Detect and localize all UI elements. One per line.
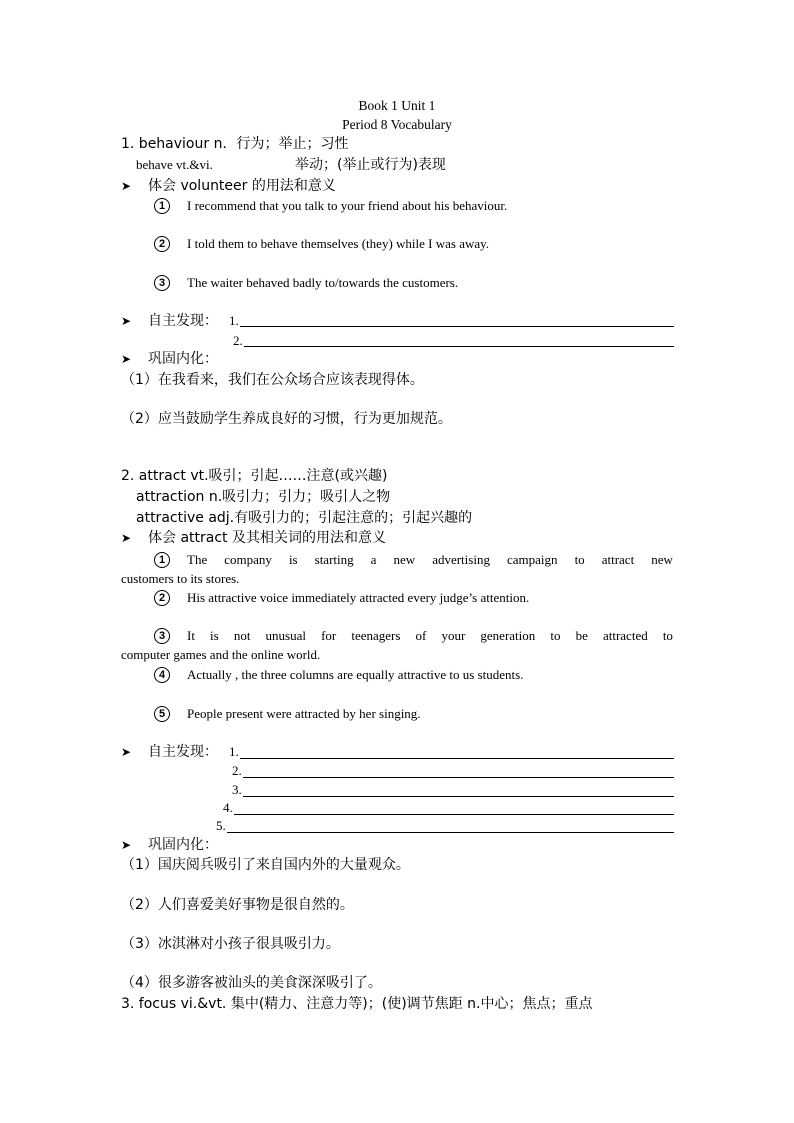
number-circle-icon: 3 <box>154 628 170 644</box>
blank-number: 2. <box>233 333 243 348</box>
title-line-1: Book 1 Unit 1 <box>358 98 436 113</box>
blank-number: 1. <box>229 744 239 759</box>
behave-meaning: 举动；(举止或行为)表现 <box>295 157 446 173</box>
answer-blank[interactable] <box>243 777 674 778</box>
discover-label: 自主发现： <box>148 744 218 760</box>
example-sentence-continuation: customers to its stores. <box>121 571 240 586</box>
blank-number: 2. <box>232 763 242 778</box>
blank-number: 4. <box>223 800 233 815</box>
number-circle-icon: 2 <box>154 236 170 252</box>
number-circle-icon: 1 <box>154 552 170 568</box>
example-sentence-continuation: computer games and the online world. <box>121 647 321 662</box>
example-sentence: His attractive voice immediately attracted every judge’s attention. <box>187 590 530 605</box>
translation-exercise: （4）很多游客被汕头的美食深深吸引了。 <box>121 975 382 991</box>
behave-word-text: behave vt.&vi. <box>136 157 213 172</box>
arrow-bullet-icon: ➤ <box>121 838 132 852</box>
attraction-definition: attraction n.吸引力；引力；吸引人之物 <box>136 489 391 505</box>
section2-heading: 体会 attract 及其相关词的用法和意义 <box>148 530 386 546</box>
example-sentence: The waiter behaved badly to/towards the customers. <box>187 275 459 290</box>
arrow-bullet-icon: ➤ <box>121 179 132 193</box>
number-circle-icon: 3 <box>154 275 170 291</box>
example-sentence: People present were attracted by her singing. <box>187 706 421 721</box>
translation-exercise: （1）在我看来，我们在公众场合应该表现得体。 <box>121 372 424 388</box>
behave-word <box>136 156 213 174</box>
arrow-bullet-icon: ➤ <box>121 314 132 328</box>
behaviour-definition: 1. behaviour n．行为；举止；习性 <box>121 136 349 152</box>
arrow-bullet-icon: ➤ <box>121 745 132 759</box>
focus-definition: 3. focus vi.&vt. 集中(精力、注意力等)；(使)调节焦距 n.中心；焦点；重点 <box>121 996 593 1012</box>
example-sentence: Actually , the three columns are equally attractive to us students. <box>187 667 524 682</box>
consolidate-label: 巩固内化： <box>148 837 218 853</box>
number-circle-icon: 5 <box>154 706 170 722</box>
blank-number: 3. <box>232 782 242 797</box>
blank-number: 5. <box>216 818 226 833</box>
example-sentence: I recommend that you talk to your friend about his behaviour. <box>187 198 508 213</box>
answer-blank[interactable] <box>240 758 674 759</box>
example-sentence: It is not unusual for teenagers of your generation to be attracted to <box>187 628 673 643</box>
example-sentence: The company is starting a new advertising campaign to attract new <box>187 552 673 567</box>
blank-number: 1. <box>229 313 239 328</box>
answer-blank[interactable] <box>243 796 674 797</box>
number-circle-icon: 4 <box>154 667 170 683</box>
discover-label: 自主发现： <box>148 313 218 329</box>
translation-exercise: （1）国庆阅兵吸引了来自国内外的大量观众。 <box>121 857 410 873</box>
example-sentence: I told them to behave themselves (they) while I was away. <box>187 236 490 251</box>
arrow-bullet-icon: ➤ <box>121 352 132 366</box>
answer-blank[interactable] <box>227 832 674 833</box>
attractive-definition: attractive adj.有吸引力的；引起注意的；引起兴趣的 <box>136 510 473 526</box>
attract-definition: 2. attract vt.吸引；引起……注意(或兴趣) <box>121 468 388 484</box>
arrow-bullet-icon: ➤ <box>121 531 132 545</box>
translation-exercise: （3）冰淇淋对小孩子很具吸引力。 <box>121 936 340 952</box>
number-circle-icon: 2 <box>154 590 170 606</box>
answer-blank[interactable] <box>244 346 674 347</box>
section1-heading: 体会 volunteer 的用法和意义 <box>148 178 336 194</box>
translation-exercise: （2）人们喜爱美好事物是很自然的。 <box>121 897 354 913</box>
answer-blank[interactable] <box>234 814 674 815</box>
translation-exercise: （2）应当鼓励学生养成良好的习惯，行为更加规范。 <box>121 411 452 427</box>
answer-blank[interactable] <box>240 326 674 327</box>
title-line-2: Period 8 Vocabulary <box>342 117 452 132</box>
consolidate-label: 巩固内化： <box>148 351 218 367</box>
number-circle-icon: 1 <box>154 198 170 214</box>
